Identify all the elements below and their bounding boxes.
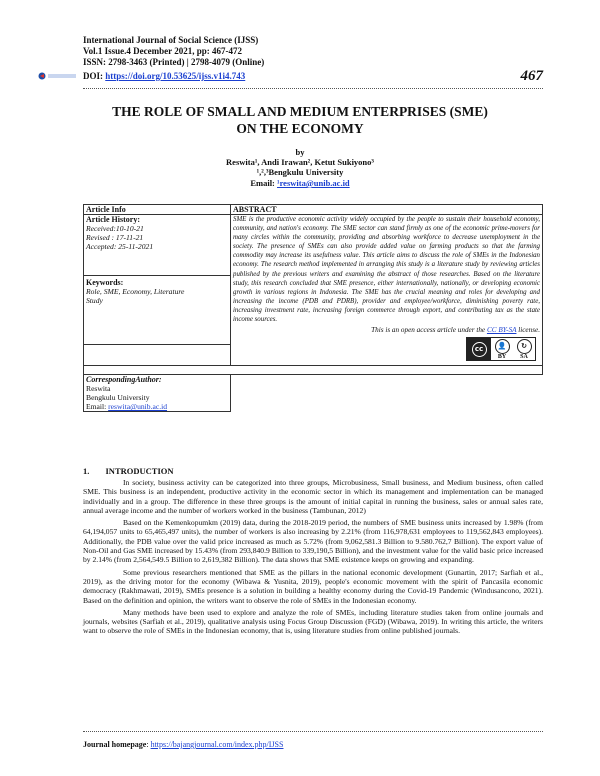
section-heading bbox=[83, 466, 174, 476]
license-suffix: license. bbox=[516, 326, 540, 335]
email-label: Email: bbox=[250, 178, 278, 188]
affiliation: ¹,²,³Bengkulu University bbox=[256, 167, 344, 177]
abstract-heading: ABSTRACT bbox=[233, 205, 277, 214]
doi-link[interactable]: https://doi.org/10.53625/ijss.v1i4.743 bbox=[105, 71, 246, 81]
paragraph: Many methods have been used to explore and analyze the role of SMEs, including literature studies taken from online journals and journals, websites (Sarfiah et al., 2019), qualitative analysis using Focus Group Discussion (FGD) (Wibawa, 2019). In writing this article, the writers want to observe the role of SMEs in the Indonesian economy, that is, using literature studies from online published journals. bbox=[83, 607, 543, 636]
footer-label: Journal homepage bbox=[83, 740, 147, 749]
authors: Reswita¹, Andi Irawan², Ketut Sukiyono³ bbox=[226, 157, 374, 167]
corresponding-author-cell bbox=[84, 375, 231, 412]
journal-issn: ISSN: 2798-3463 (Printed) | 2798-4079 (Online) bbox=[83, 57, 265, 67]
spacer-row bbox=[84, 366, 543, 375]
corresponding-name: Reswita bbox=[86, 384, 111, 394]
page-number: 467 bbox=[520, 68, 543, 84]
title-line-1: THE ROLE OF SMALL AND MEDIUM ENTERPRISES (SME) bbox=[112, 104, 488, 119]
article-history-label: Article History: bbox=[86, 215, 140, 224]
corresponding-empty-cell bbox=[231, 375, 543, 412]
abstract-cell bbox=[231, 215, 543, 366]
cc-icon: cc bbox=[467, 338, 491, 360]
accepted-date: Accepted: 25-11-2021 bbox=[86, 242, 154, 251]
corresponding-email-link[interactable]: reswita@unib.ac.id bbox=[108, 402, 168, 412]
article-info-heading-cell bbox=[84, 205, 231, 215]
doi-label: DOI: bbox=[83, 71, 103, 81]
title-line-2: ON THE ECONOMY bbox=[236, 121, 364, 136]
paragraph: Based on the Kemenkopumkm (2019) data, during the 2018-2019 period, the numbers of SME business units increased by 1.98% (from 64,194,057 units to 65,465,497 units), the number of workers is also increasing by 2.21% (from 116,978,631 employees to 119,562,843 employees). Additionally, the PDB value over the valid price increased as much as 5.72% (from 9,062,581.3 Billion to 9.580.762,7 Billion). The export value of Non-Oil and Gas SME increased by 15.43% (from 293,840.9 Billion to 339,190,5 Billion), and the investment value for the valid basic price increased by 2.14% (from 2,564,549.5 Billion to 2,619,382 Billion). The data shows that SME existence keeps on growing and expanding. bbox=[83, 518, 543, 565]
article-info-empty-cell bbox=[84, 345, 231, 366]
revised-date: Revised : 17-11-21 bbox=[86, 233, 144, 242]
abstract-heading-cell bbox=[231, 205, 543, 215]
by-label: by bbox=[295, 147, 305, 157]
article-info-cell bbox=[84, 215, 231, 345]
corresponding-email-line bbox=[86, 402, 228, 411]
corresponding-label: CorrespondingAuthor: bbox=[86, 375, 162, 385]
doi-line bbox=[83, 71, 245, 82]
section-title: INTRODUCTION bbox=[105, 466, 174, 476]
received-date: Received:10-10-21 bbox=[86, 224, 144, 233]
license-prefix: This is an open access article under the bbox=[371, 326, 487, 335]
corresponding-affil: Bengkulu University bbox=[86, 393, 150, 403]
journal-volume: Vol.1 Issue.4 December 2021, pp: 467-472 bbox=[83, 46, 242, 56]
by-label: BY bbox=[497, 353, 507, 360]
author-email-line bbox=[60, 178, 540, 188]
cc-badge-wrap bbox=[233, 334, 540, 365]
footer bbox=[83, 740, 283, 749]
footer-divider bbox=[83, 731, 543, 732]
journal-name: International Journal of Social Science (IJSS) bbox=[83, 35, 259, 45]
paragraph: In society, business activity can be categorized into three groups, Microbusiness, Small business, and Medium business, often called SME. This business is an independent, productive activity in the economic sector in which its management and implementation can be managed individually and in a group. The difference in these three groups is the amount of initial capital in running the business, sales or annual sales rate, annual average income and the number of workers worked in the business (Tambunan, 2012) bbox=[83, 478, 543, 515]
article-info-table bbox=[83, 204, 543, 412]
journal-homepage-link[interactable]: https://bajangjournal.com/index.php/IJSS bbox=[150, 740, 284, 749]
license-line bbox=[233, 326, 540, 334]
author-email-link[interactable]: ¹reswita@unib.ac.id bbox=[277, 178, 350, 188]
article-history-block bbox=[84, 215, 230, 276]
keywords-label: Keywords: bbox=[86, 278, 124, 287]
license-link[interactable]: CC BY-SA bbox=[486, 326, 517, 335]
paragraph: Some previous researchers mentioned that SME as the pillars in the national economic development (Gunartin, 2017; Sarfiah et al., 2019), as the driving motor for the economy (Wibawa & Yusnita, 2019), people's economic movement with the spirit of Pancasila economic democracy (Rakhmawati, 2019), SMEs presence is a solution in building a healthy economy during the Covid-19 Pandemic (Windusancono, 2021). Based on the definition and opinion, the writers want to observe the role of SMEs in the Indonesian economy. bbox=[83, 567, 543, 605]
footer-sep: : bbox=[146, 740, 151, 749]
paper-title bbox=[60, 103, 540, 137]
section-number: 1. bbox=[83, 466, 90, 476]
cc-license-badge[interactable] bbox=[466, 337, 536, 361]
sa-label: SA bbox=[520, 353, 528, 360]
keywords: Role, SME, Economy, Literature Study bbox=[86, 287, 185, 305]
abstract-text: SME is the productive economic activity widely occupied by the people to sustain their household economy, community, and nation's economy. The SME sector can stand firmly as one of the economic prime-movers for many circles within the community, providing and absorbing workforce to decrease unemployment in the society. The presence of SMEs can also provide added value on farming products so that the farming commodity may increase its usefulness value. This article aims to discuss the role of SMEs in the Indonesian economy. The research method implemented in arranging this study is a literature study by reviewing articles published by the previous writers and examining the abstract of those researches. Based on the literature study, this research concluded that SME presence, either internationally, nationally, or developing economic growth in various regions in Indonesia. The SME has the crucial meaning and roles for developing and increasing the income (PDB and PDRB), provider and employee/workforce, diminishing poverty rate, increasing investment rate, increasing foreign commerce through export, and contributing tax as the state income sources. bbox=[233, 216, 540, 324]
section-body bbox=[83, 478, 543, 639]
by-icon: 👤 BY bbox=[491, 338, 513, 360]
article-info-heading: Article Info bbox=[86, 205, 126, 214]
sa-icon: ↻ SA bbox=[513, 338, 535, 360]
publisher-logo-icon bbox=[38, 71, 78, 81]
corresponding-email-label: Email: bbox=[86, 402, 109, 412]
keywords-block bbox=[84, 276, 230, 305]
header-divider bbox=[83, 88, 543, 89]
